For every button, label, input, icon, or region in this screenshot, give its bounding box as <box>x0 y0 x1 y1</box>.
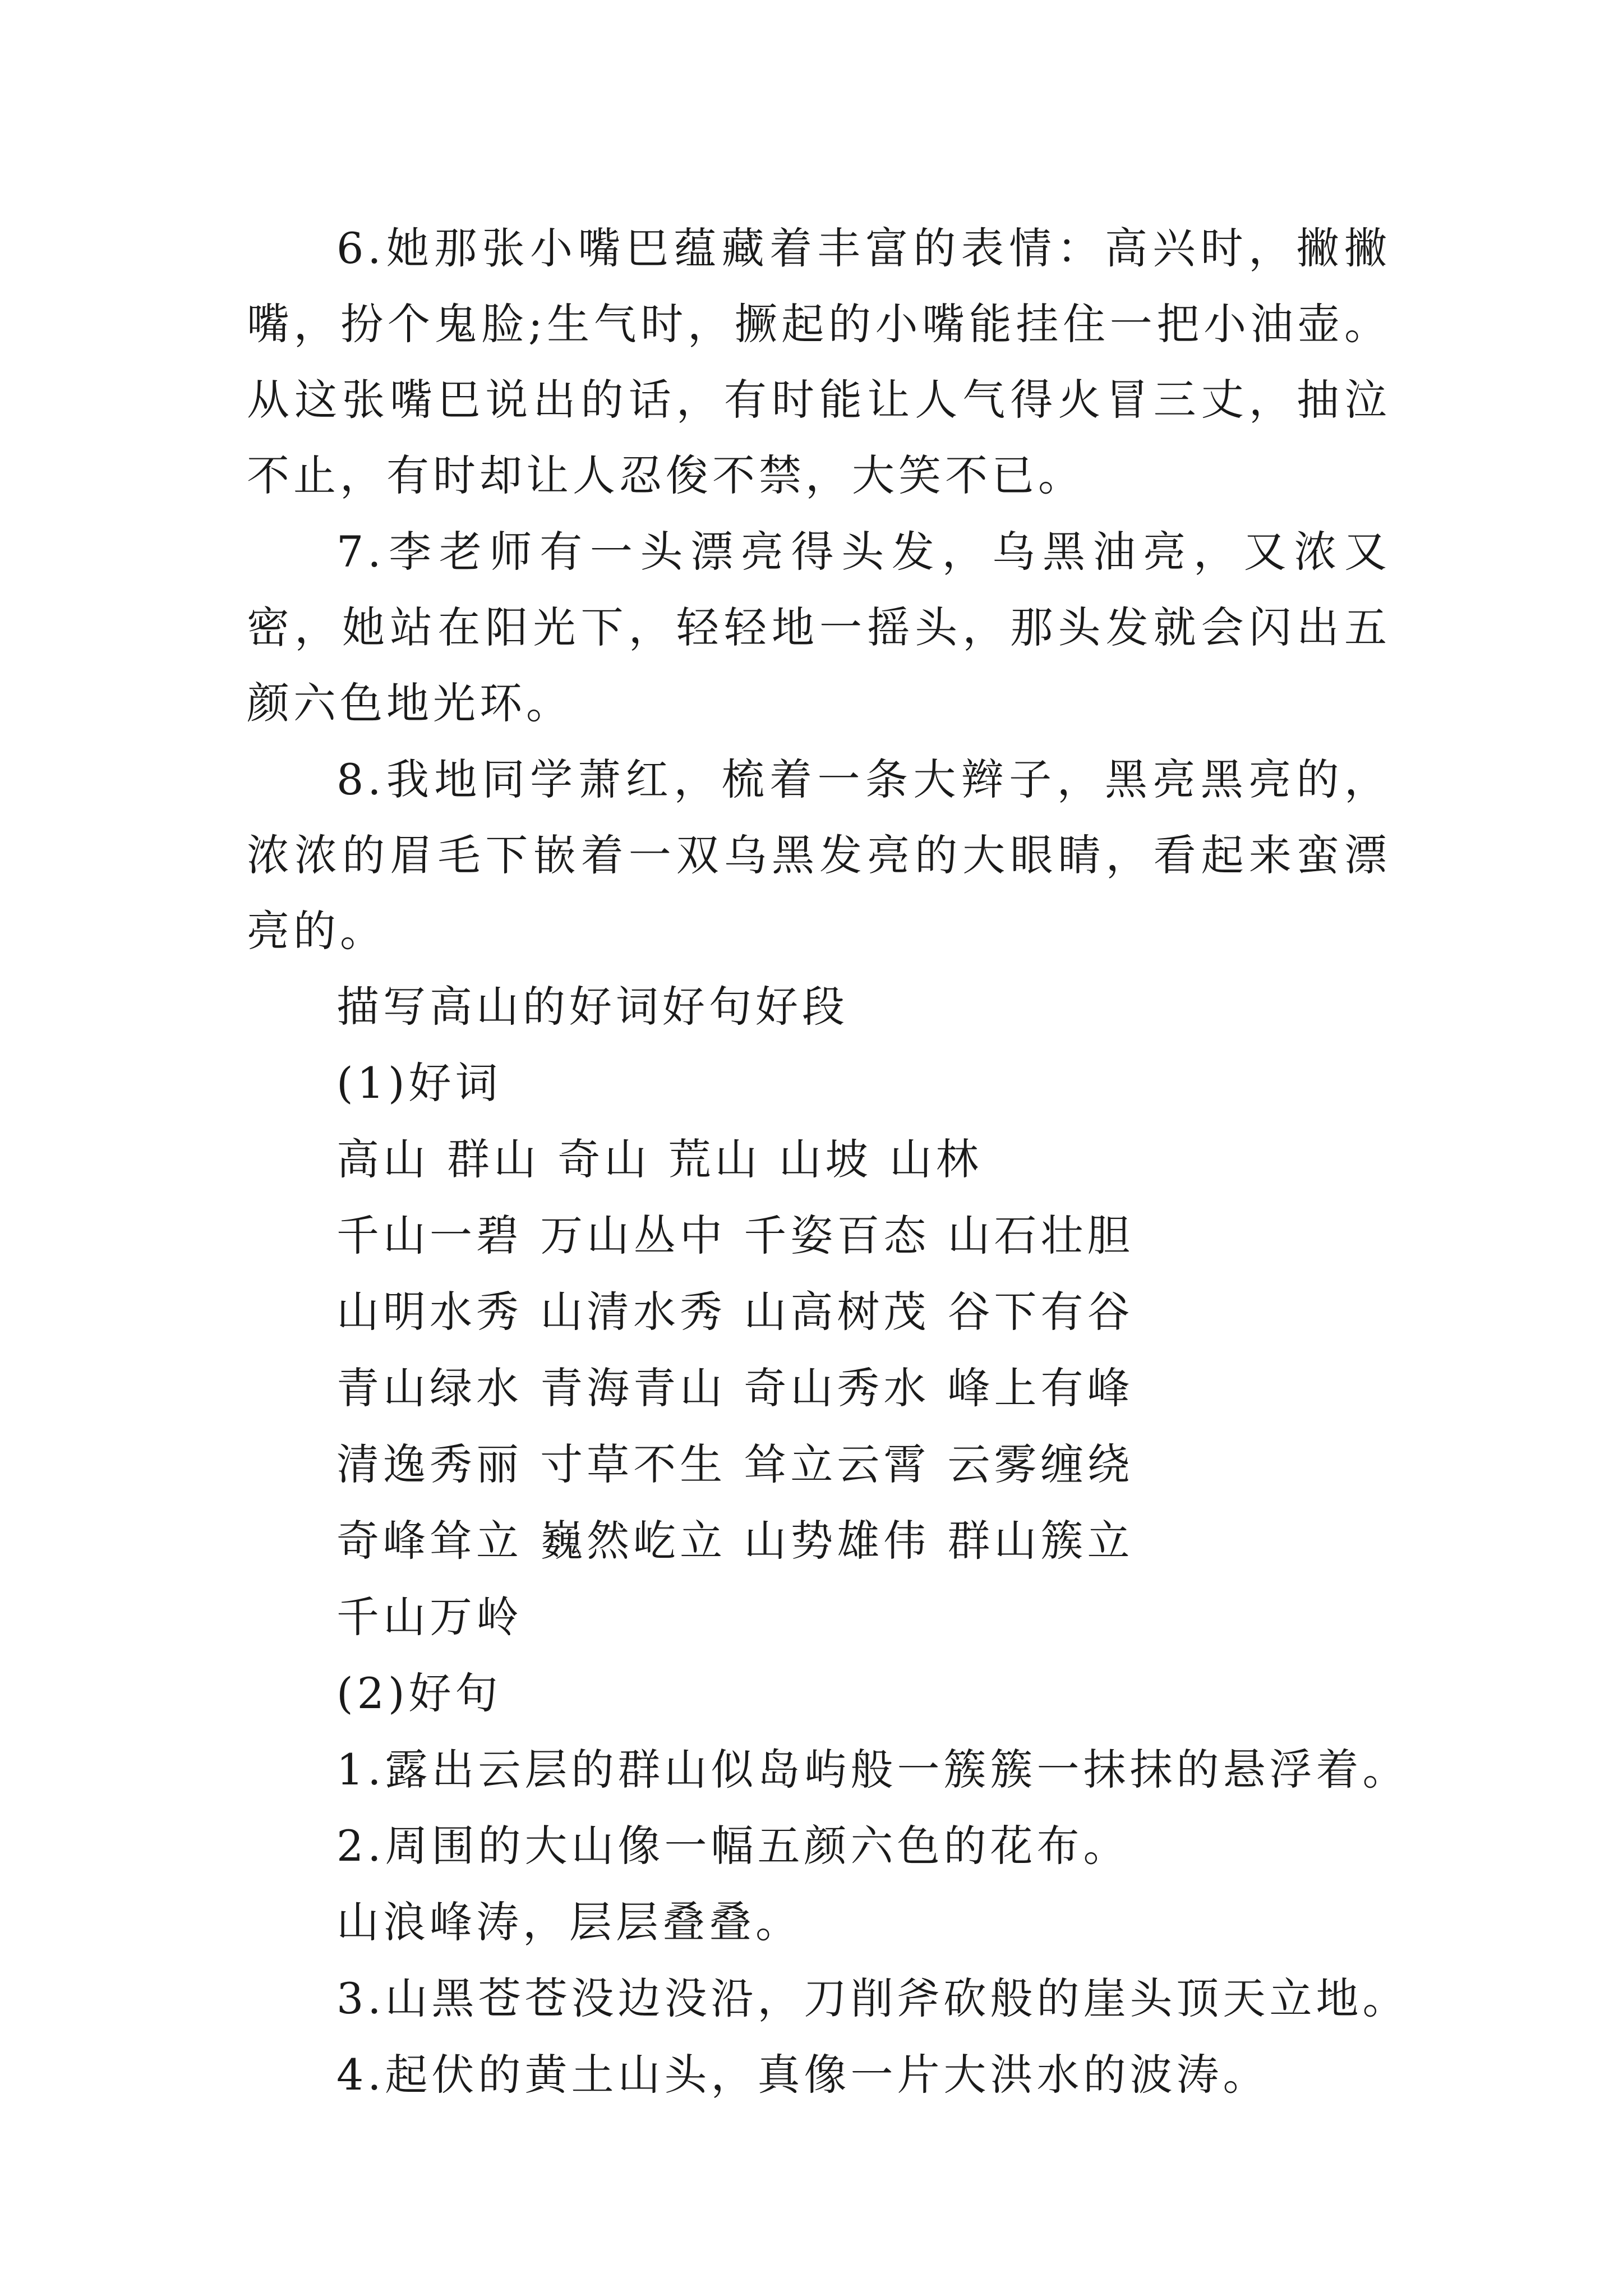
words-heading: (1)好词 <box>336 1058 502 1108</box>
word-row: 青山绿水 青海青山 奇山秀水 峰上有峰 <box>336 1363 1134 1413</box>
section-title: 描写高山的好词好句好段 <box>336 982 849 1032</box>
sentence-item: 山浪峰涛，层层叠叠。 <box>336 1897 802 1947</box>
sentence-item: 2.周围的大山像一幅五颜六色的花布。 <box>336 1821 1130 1871</box>
paragraph-6: 6.她那张小嘴巴蕴藏着丰富的表情：高兴时，撇撇嘴，扮个鬼脸;生气时，撅起的小嘴能挂住一把小油壶。从这张嘴巴说出的话，有时能让人气得火冒三丈，抽泣不止，有时却让人忍俊不禁，大笑不已。 <box>247 223 1391 500</box>
word-row: 千山一碧 万山丛中 千姿百态 山石壮胆 <box>336 1211 1134 1260</box>
sentence-item: 1.露出云层的群山似岛屿般一簇簇一抹抹的悬浮着。 <box>336 1745 1409 1795</box>
sentence-item: 4.起伏的黄土山头，真像一片大洪水的波涛。 <box>336 2050 1270 2100</box>
sentence-item: 3.山黑苍苍没边没沿，刀削斧砍般的崖头顶天立地。 <box>336 1973 1409 2023</box>
word-row: 千山万岭 <box>336 1592 523 1642</box>
word-row: 奇峰耸立 巍然屹立 山势雄伟 群山簇立 <box>336 1516 1134 1566</box>
paragraph-8: 8.我地同学萧红，梳着一条大辫子，黑亮黑亮的，浓浓的眉毛下嵌着一双乌黑发亮的大眼睛，看起来蛮漂亮的。 <box>247 754 1391 956</box>
word-row: 山明水秀 山清水秀 山高树茂 谷下有谷 <box>336 1287 1134 1337</box>
paragraph-7: 7.李老师有一头漂亮得头发，乌黑油亮，又浓又密，她站在阳光下，轻轻地一摇头，那头发就会闪出五颜六色地光环。 <box>247 527 1391 728</box>
document-body <box>247 210 1409 2113</box>
sentences-heading: (2)好句 <box>336 1668 502 1718</box>
word-row: 高山 群山 奇山 荒山 山坡 山林 <box>336 1134 983 1184</box>
word-row: 清逸秀丽 寸草不生 耸立云霄 云雾缠绕 <box>336 1439 1134 1489</box>
